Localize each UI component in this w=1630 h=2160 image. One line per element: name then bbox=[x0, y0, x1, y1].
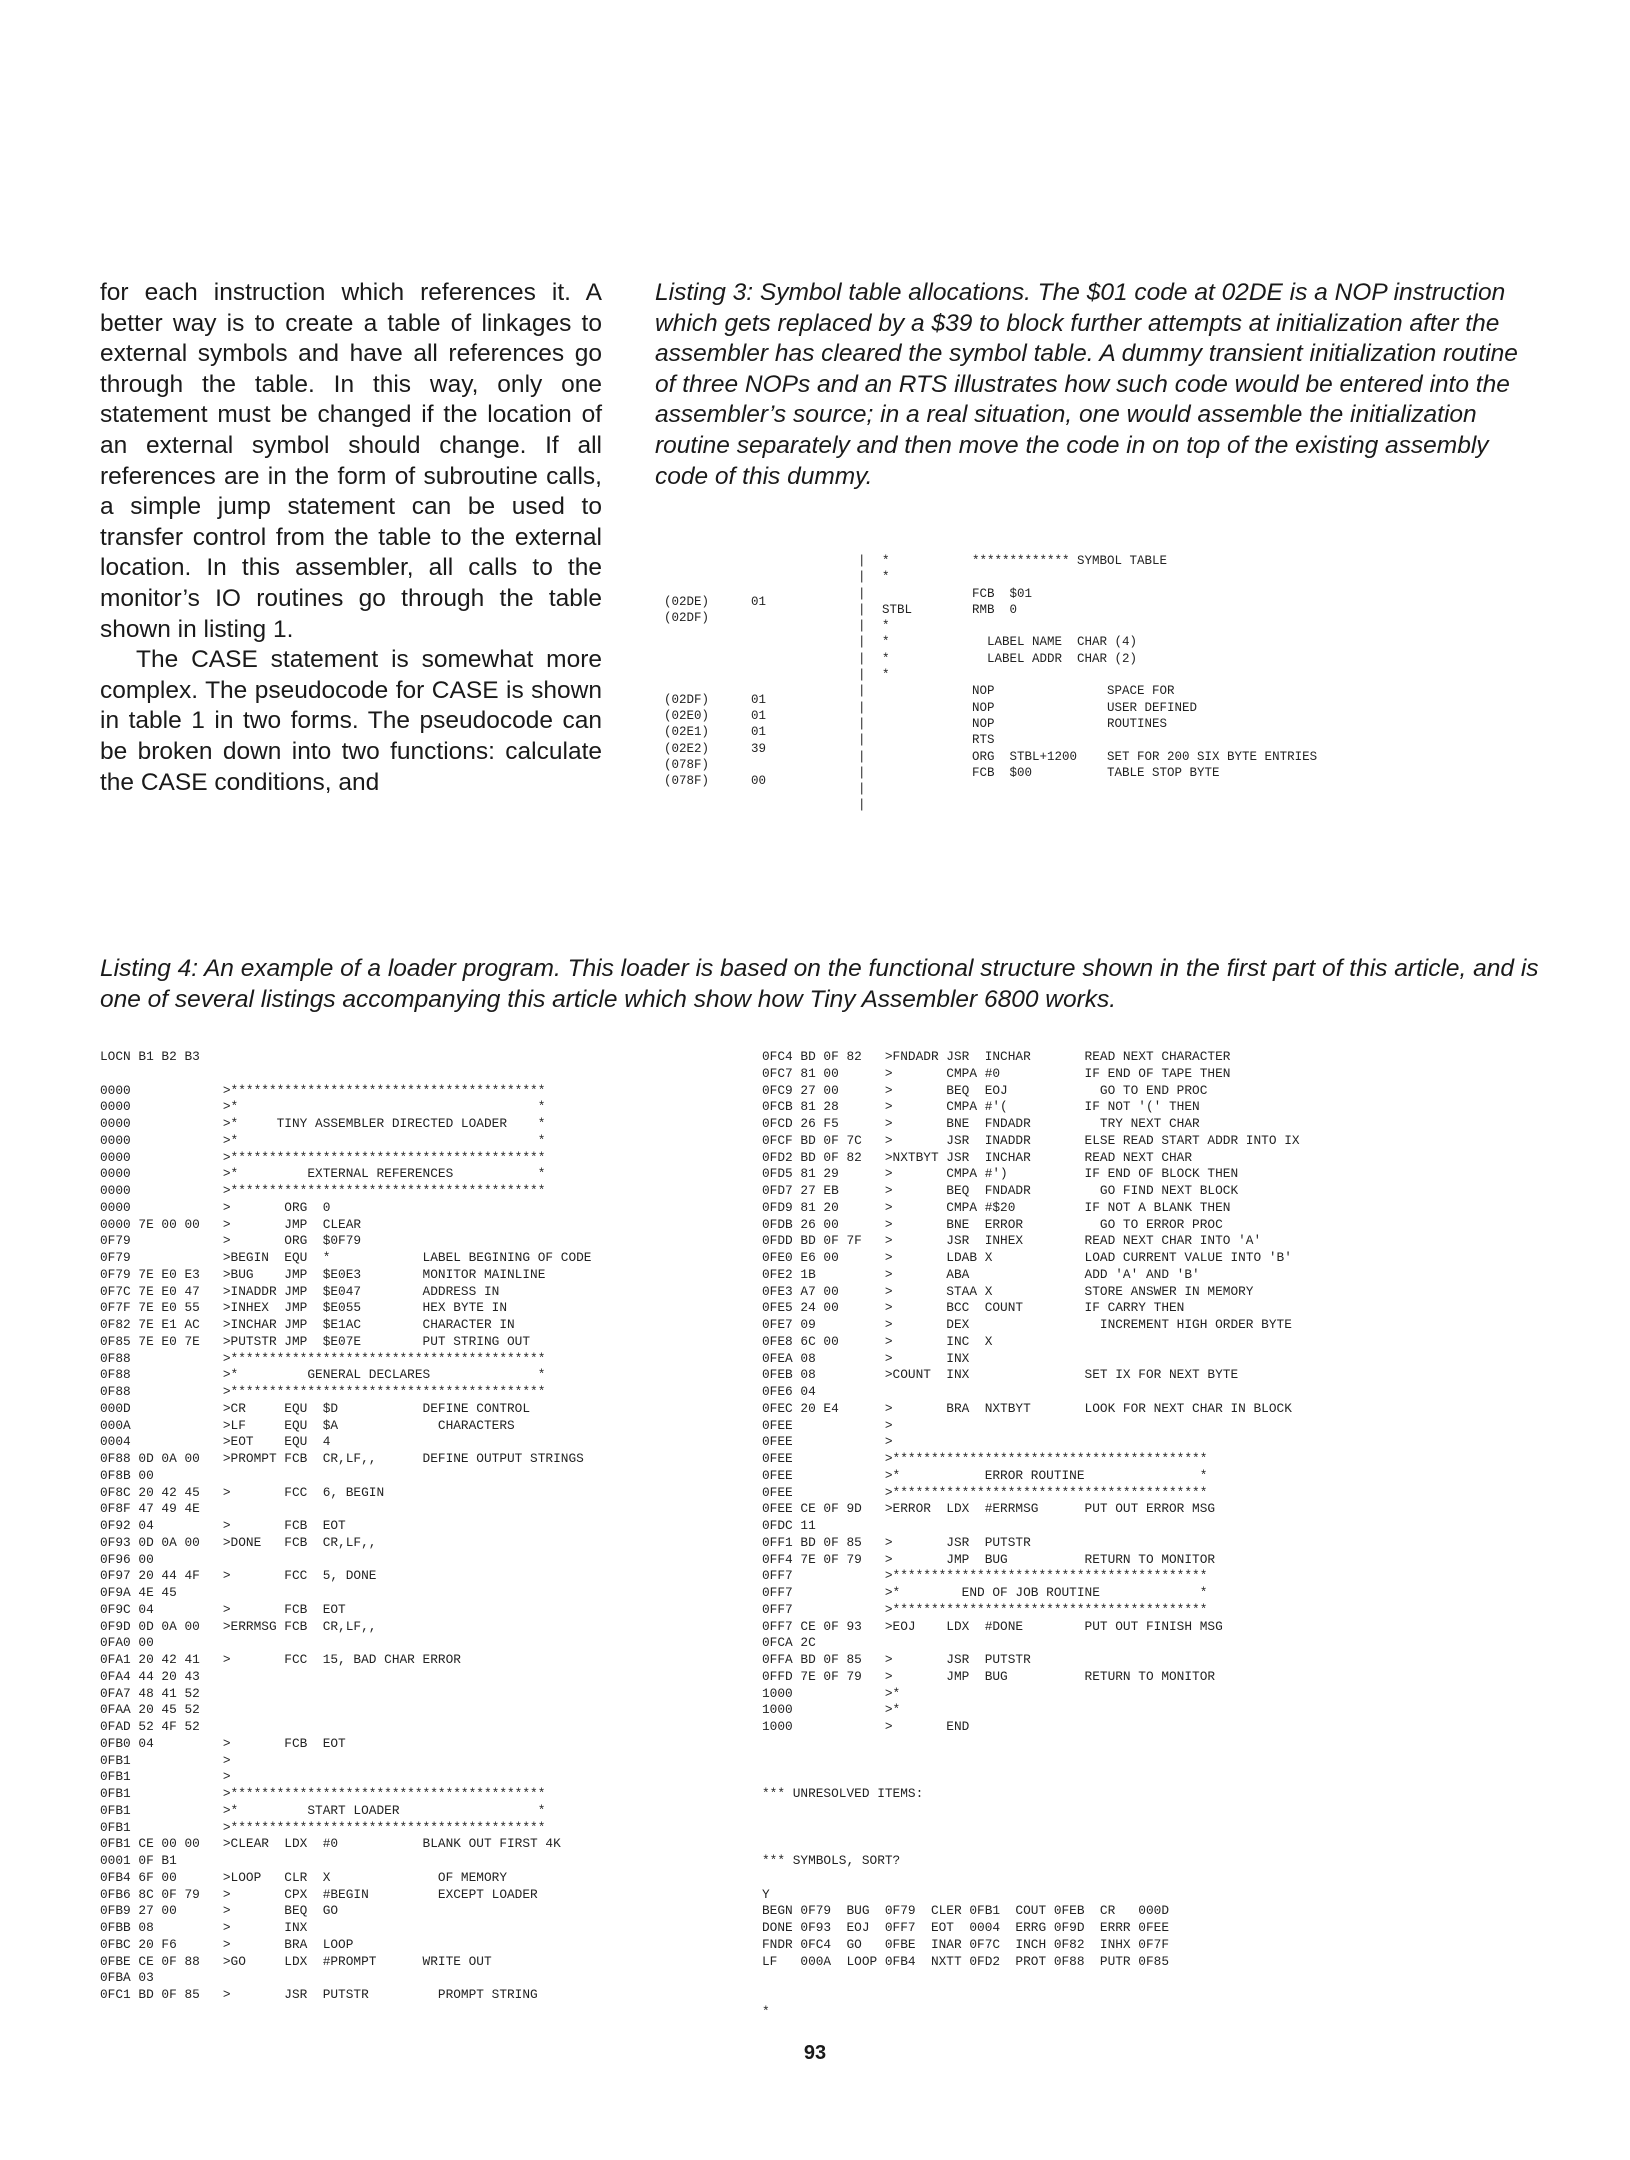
page-number: 93 bbox=[803, 2042, 827, 2064]
listing3-caption: Listing 3: Symbol table allocations. The $01 code at 02DE is a NOP instruction which gets replaced by a $39 to block further attempts at initialization after the assembler has cleared the symbol table. A dummy transient initialization routine of three NOPs and an RTS illustrates how such code would be entered into the assembler’s source; in a real situation, one would assemble the initialization routine separately and then move the code in on top of the existing assembly code of this dummy. bbox=[655, 279, 1518, 490]
listing4-left-column: LOCN B1 B2 B3 0000 >***************************************** 0000 >* * 0000 >* TINY ASSEMBLER DIRECTED LOADER * 0000 >* * 0000 >***************************************** 0000 >* EXTERNAL REFERENCES * 0000 >***************************************** 0000 > ORG 0 0000 7E 00 00 > JMP CLEAR 0F79 > ORG $0F79 0F79 >BEGIN EQU * LABEL BEGINING OF CODE 0F79 7E E0 E3 >BUG JMP $E0E3 MONITOR MAINLINE 0F7C 7E E0 47 >INADDR JMP $E047 ADDRESS IN 0F7F 7E E0 55 >INHEX JMP $E055 HEX BYTE IN 0F82 7E E1 AC >INCHAR JMP $E1AC CHARACTER IN 0F85 7E E0 7E >PUTSTR JMP $E07E PUT STRING OUT 0F88 >***************************************** 0F88 >* GENERAL DECLARES * 0F88 >***************************************** 000D >CR EQU $D DEFINE CONTROL 000A >LF EQU $A CHARACTERS 0004 >EOT EQU 4 0F88 0D 0A 00 >PROMPT FCB CR,LF,, DEFINE OUTPUT STRINGS 0F8B 00 0F8C 20 42 45 > FCC 6, BEGIN 0F8F 47 49 4E 0F92 04 > FCB EOT 0F93 0D 0A 00 >DONE FCB CR,LF,, 0F96 00 0F97 20 44 4F > FCC 5, DONE 0F9A 4E 45 0F9C 04 > FCB EOT 0F9D 0D 0A 00 >ERRMSG FCB CR,LF,, 0FA0 00 0FA1 20 42 41 > FCC 15, BAD CHAR ERROR 0FA4 44 20 43 0FA7 48 41 52 0FAA 20 45 52 0FAD 52 4F 52 0FB0 04 > FCB EOT 0FB1 > 0FB1 > 0FB1 >***************************************** 0FB1 >* START LOADER * 0FB1 >***************************************** 0FB1 CE 00 00 >CLEAR LDX #0 BLANK OUT FIRST 4K 0001 0F B1 0FB4 6F 00 >LOOP CLR X OF MEMORY 0FB6 8C 0F 79 > CPX #BEGIN EXCEPT LOADER 0FB9 27 00 > BEQ GO 0FBB 08 > INX 0FBC 20 F6 > BRA LOOP 0FBE CE 0F 88 >GO LDX #PROMPT WRITE OUT 0FBA 03 0FC1 BD 0F 85 > JSR PUTSTR PROMPT STRING bbox=[100, 1049, 592, 2002]
listing3-addresses: (02DE) (02DF) (02DF) (02E0) (02E1) (02E2) (078F) (078F) bbox=[664, 595, 710, 789]
body-text-column bbox=[100, 278, 602, 798]
listing3-margin-bars: | | | | | | | | | | | | | | | | bbox=[858, 554, 866, 813]
listing3-source: * ************* SYMBOL TABLE * FCB $01 STBL RMB 0 * * LABEL NAME CHAR (4) * LABEL ADDR CHAR (2) * NOP SPACE FOR NOP USER DEFINED NOP ROUTINES RTS ORG STBL+1200 SET FOR 200 SIX BYTE ENTRIES FCB $00 TABLE STOP BYTE bbox=[882, 554, 1318, 780]
body-paragraph-1: for each instruction which references it. A better way is to create a table of linkages to external symbols and have all references go through the table. In this way, only one statement must be changed if the location of an external symbol should change. If all references are in the form of subroutine calls, a simple jump statement can be used to transfer control from the table to the external location. In this assembler, all calls to the monitor’s IO routines go through the table shown in listing 1. bbox=[100, 279, 602, 643]
body-paragraph-2: The CASE statement is somewhat more complex. The pseudocode for CASE is shown in table 1 in two forms. The pseudocode can be broken down into two functions: calculate the CASE conditions, and bbox=[100, 646, 602, 796]
listing4-caption: Listing 4: An example of a loader program. This loader is based on the functional structure shown in the first part of this article, and is one of several listings accompanying this article which show how Tiny Assembler 6800 works. bbox=[100, 955, 1539, 1013]
listing4-right-column: 0FC4 BD 0F 82 >FNDADR JSR INCHAR READ NEXT CHARACTER 0FC7 81 00 > CMPA #0 IF END OF TAPE THEN 0FC9 27 00 > BEQ EOJ GO TO END PROC 0FCB 81 28 > CMPA #'( IF NOT '(' THEN 0FCD 26 F5 > BNE FNDADR TRY NEXT CHAR 0FCF BD 0F 7C > JSR INADDR ELSE READ START ADDR INTO IX 0FD2 BD 0F 82 >NXTBYT JSR INCHAR READ NEXT CHAR 0FD5 81 29 > CMPA #') IF END OF BLOCK THEN 0FD7 27 EB > BEQ FNDADR GO FIND NEXT BLOCK 0FD9 81 20 > CMPA #$20 IF NOT A BLANK THEN 0FDB 26 00 > BNE ERROR GO TO ERROR PROC 0FDD BD 0F 7F > JSR INHEX READ NEXT CHAR INTO 'A' 0FE0 E6 00 > LDAB X LOAD CURRENT VALUE INTO 'B' 0FE2 1B > ABA ADD 'A' AND 'B' 0FE3 A7 00 > STAA X STORE ANSWER IN MEMORY 0FE5 24 00 > BCC COUNT IF CARRY THEN 0FE7 09 > DEX INCREMENT HIGH ORDER BYTE 0FE8 6C 00 > INC X 0FEA 08 > INX 0FEB 08 >COUNT INX SET IX FOR NEXT BYTE 0FE6 04 0FEC 20 E4 > BRA NXTBYT LOOK FOR NEXT CHAR IN BLOCK 0FEE > 0FEE > 0FEE >***************************************** 0FEE >* ERROR ROUTINE * 0FEE >***************************************** 0FEE CE 0F 9D >ERROR LDX #ERRMSG PUT OUT ERROR MSG 0FDC 11 0FF1 BD 0F 85 > JSR PUTSTR 0FF4 7E 0F 79 > JMP BUG RETURN TO MONITOR 0FF7 >***************************************** 0FF7 >* END OF JOB ROUTINE * 0FF7 >***************************************** 0FF7 CE 0F 93 >EOJ LDX #DONE PUT OUT FINISH MSG 0FCA 2C 0FFA BD 0F 85 > JSR PUTSTR 0FFD 7E 0F 79 > JMP BUG RETURN TO MONITOR 1000 >* 1000 >* 1000 > END *** UNRESOLVED ITEMS: *** SYMBOLS, SORT? Y BEGN 0F79 BUG 0F79 CLER 0FB1 COUT 0FEB CR 000D DONE 0F93 EOJ 0FF7 EOT 0004 ERRG 0F9D ERRR 0FEE FNDR 0FC4 GO 0FBE INAR 0F7C INCH 0F82 INHX 0F7F LF 000A LOOP 0FB4 NXTT 0FD2 PROT 0F88 PUTR 0F85 * bbox=[762, 1049, 1300, 2019]
listing3-object-codes: 01 01 01 01 39 00 bbox=[751, 595, 767, 789]
